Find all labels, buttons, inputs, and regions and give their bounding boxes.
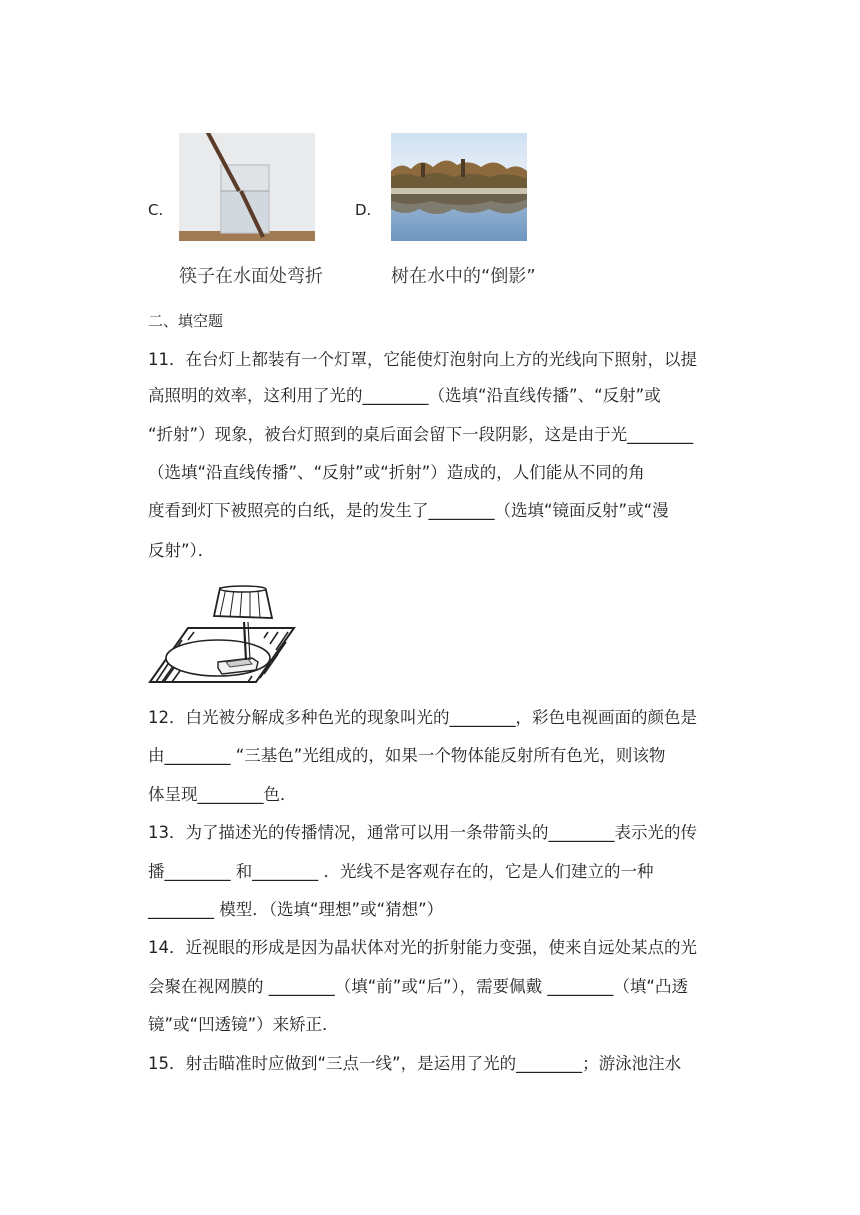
q15-line-1: 15．射击瞄准时应做到“三点一线”，是运用了光的________；游泳池注水 (148, 1054, 682, 1073)
q11-line-3: “折射”）现象，被台灯照到的桌后面会留下一段阴影，这是由于光________ (148, 425, 694, 444)
q11-line-4: （选填“沿直线传播”、“反射”或“折射”）造成的，人们能从不同的角 (148, 463, 645, 482)
q14-line-2: 会聚在视网膜的 ________（填“前”或“后”），需要佩戴 ________（填“凸透 (148, 977, 688, 996)
desk-lamp-figure (148, 578, 296, 686)
q12-line-3: 体呈现________色． (148, 785, 297, 804)
q13-line-3: ________ 模型．（选填“理想”或“猜想”） (148, 900, 444, 919)
chopsticks-in-water-photo (179, 133, 315, 241)
option-d-caption: 树在水中的“倒影” (391, 266, 536, 287)
q13-line-1: 13．为了描述光的传播情况，通常可以用一条带箭头的________表示光的传 (148, 823, 697, 842)
tree-reflection-photo (391, 133, 527, 241)
q12-line-1: 12．白光被分解成多种色光的现象叫光的________，彩色电视画面的颜色是 (148, 708, 697, 727)
q13-line-2: 播________ 和________ ．光线不是客观存在的，它是人们建立的一种 (148, 862, 654, 881)
q14-line-3: 镜”或“凹透镜”）来矫正． (148, 1015, 339, 1034)
q11-line-2: 高照明的效率，这利用了光的________（选填“沿直线传播”、“反射”或 (148, 386, 661, 405)
q11-line-1: 11．在台灯上都装有一个灯罩，它能使灯泡射向上方的光线向下照射，以提 (148, 350, 697, 369)
q11-line-6: 反射”）． (148, 541, 215, 560)
section-title: 二、填空题 (148, 312, 224, 330)
q14-line-1: 14．近视眼的形成是因为晶状体对光的折射能力变强，使来自远处某点的光 (148, 938, 697, 957)
option-c-caption: 筷子在水面处弯折 (179, 266, 323, 287)
q12-line-2: 由________ “三基色”光组成的，如果一个物体能反射所有色光，则该物 (148, 746, 666, 765)
option-d-label: D. (355, 201, 372, 219)
option-c-label: C. (148, 201, 164, 219)
q11-line-5: 度看到灯下被照亮的白纸，是的发生了________（选填“镜面反射”或“漫 (148, 501, 669, 520)
